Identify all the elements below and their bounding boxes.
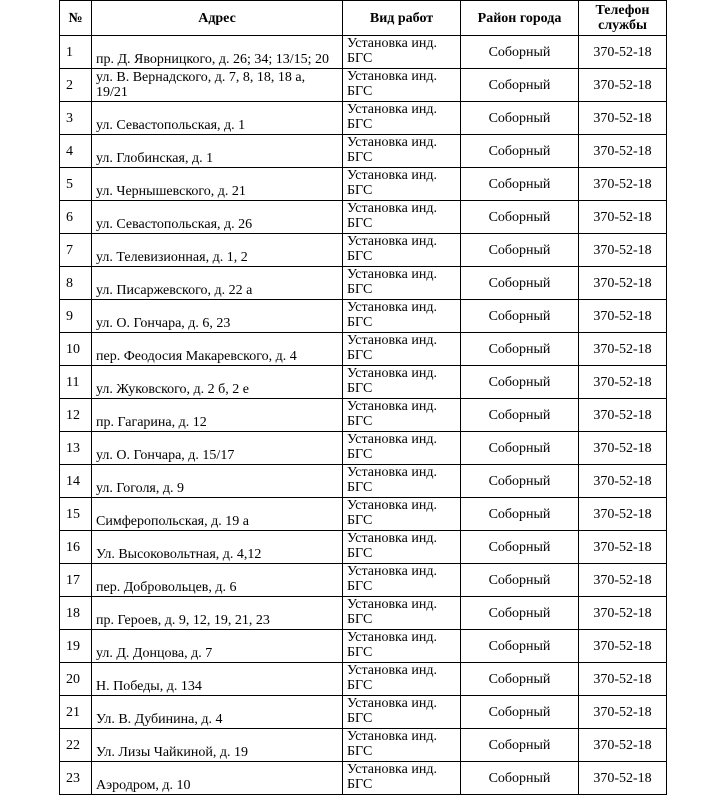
address-cell: пер. Феодосия Макаревского, д. 4 xyxy=(92,333,343,366)
row-number-cell: 8 xyxy=(60,267,92,300)
district-cell: Соборный xyxy=(461,300,579,333)
address-cell: Ул. В. Дубинина, д. 4 xyxy=(92,696,343,729)
district-cell: Соборный xyxy=(461,168,579,201)
work-type-cell: Установка инд. БГС xyxy=(343,729,461,762)
row-number-cell: 17 xyxy=(60,564,92,597)
work-type-cell: Установка инд. БГС xyxy=(343,432,461,465)
phone-cell: 370-52-18 xyxy=(579,729,667,762)
table-row xyxy=(60,366,667,399)
table-header xyxy=(60,1,667,36)
row-number-cell: 10 xyxy=(60,333,92,366)
table-row xyxy=(60,762,667,795)
work-type-cell: Установка инд. БГС xyxy=(343,597,461,630)
phone-cell: 370-52-18 xyxy=(579,168,667,201)
address-cell: ул. О. Гончара, д. 15/17 xyxy=(92,432,343,465)
work-type-cell: Установка инд. БГС xyxy=(343,300,461,333)
address-cell: ул. Глобинская, д. 1 xyxy=(92,135,343,168)
address-cell: Аэродром, д. 10 xyxy=(92,762,343,795)
row-number-cell: 16 xyxy=(60,531,92,564)
address-cell: ул. В. Вернадского, д. 7, 8, 18, 18 а, 19/21 xyxy=(92,69,343,102)
table-row xyxy=(60,168,667,201)
address-cell: ул. Жуковского, д. 2 б, 2 е xyxy=(92,366,343,399)
table-row xyxy=(60,564,667,597)
header-num: № xyxy=(60,1,92,36)
phone-cell: 370-52-18 xyxy=(579,234,667,267)
phone-cell: 370-52-18 xyxy=(579,564,667,597)
phone-cell: 370-52-18 xyxy=(579,630,667,663)
phone-cell: 370-52-18 xyxy=(579,498,667,531)
table-row xyxy=(60,69,667,102)
district-cell: Соборный xyxy=(461,366,579,399)
table-row xyxy=(60,663,667,696)
work-type-cell: Установка инд. БГС xyxy=(343,36,461,69)
work-type-cell: Установка инд. БГС xyxy=(343,168,461,201)
work-type-cell: Установка инд. БГС xyxy=(343,498,461,531)
header-district: Район города xyxy=(461,1,579,36)
row-number-cell: 23 xyxy=(60,762,92,795)
header-phone: Телефон службы xyxy=(579,1,667,36)
address-cell: ул. Писаржевского, д. 22 а xyxy=(92,267,343,300)
phone-cell: 370-52-18 xyxy=(579,399,667,432)
table-row xyxy=(60,300,667,333)
district-cell: Соборный xyxy=(461,564,579,597)
row-number-cell: 2 xyxy=(60,69,92,102)
district-cell: Соборный xyxy=(461,432,579,465)
table-body xyxy=(60,36,667,795)
row-number-cell: 19 xyxy=(60,630,92,663)
district-cell: Соборный xyxy=(461,36,579,69)
row-number-cell: 15 xyxy=(60,498,92,531)
address-cell: ул. Гоголя, д. 9 xyxy=(92,465,343,498)
row-number-cell: 1 xyxy=(60,36,92,69)
work-type-cell: Установка инд. БГС xyxy=(343,663,461,696)
district-cell: Соборный xyxy=(461,201,579,234)
phone-cell: 370-52-18 xyxy=(579,102,667,135)
work-type-cell: Установка инд. БГС xyxy=(343,465,461,498)
phone-cell: 370-52-18 xyxy=(579,366,667,399)
row-number-cell: 4 xyxy=(60,135,92,168)
table-row xyxy=(60,531,667,564)
table-row xyxy=(60,729,667,762)
table-row xyxy=(60,465,667,498)
address-cell: пер. Добровольцев, д. 6 xyxy=(92,564,343,597)
table-row xyxy=(60,432,667,465)
address-cell: Симферопольская, д. 19 а xyxy=(92,498,343,531)
phone-cell: 370-52-18 xyxy=(579,762,667,795)
district-cell: Соборный xyxy=(461,69,579,102)
district-cell: Соборный xyxy=(461,399,579,432)
table-row xyxy=(60,333,667,366)
row-number-cell: 5 xyxy=(60,168,92,201)
phone-cell: 370-52-18 xyxy=(579,201,667,234)
row-number-cell: 14 xyxy=(60,465,92,498)
table-row xyxy=(60,36,667,69)
table-row xyxy=(60,630,667,663)
work-type-cell: Установка инд. БГС xyxy=(343,366,461,399)
district-cell: Соборный xyxy=(461,234,579,267)
phone-cell: 370-52-18 xyxy=(579,663,667,696)
phone-cell: 370-52-18 xyxy=(579,432,667,465)
phone-cell: 370-52-18 xyxy=(579,696,667,729)
header-work-type: Вид работ xyxy=(343,1,461,36)
work-type-cell: Установка инд. БГС xyxy=(343,135,461,168)
phone-cell: 370-52-18 xyxy=(579,36,667,69)
work-type-cell: Установка инд. БГС xyxy=(343,102,461,135)
row-number-cell: 20 xyxy=(60,663,92,696)
phone-cell: 370-52-18 xyxy=(579,267,667,300)
address-cell: пр. Гагарина, д. 12 xyxy=(92,399,343,432)
row-number-cell: 21 xyxy=(60,696,92,729)
work-type-cell: Установка инд. БГС xyxy=(343,696,461,729)
work-type-cell: Установка инд. БГС xyxy=(343,201,461,234)
table-row xyxy=(60,234,667,267)
phone-cell: 370-52-18 xyxy=(579,69,667,102)
work-type-cell: Установка инд. БГС xyxy=(343,630,461,663)
row-number-cell: 9 xyxy=(60,300,92,333)
row-number-cell: 6 xyxy=(60,201,92,234)
address-cell: Ул. Высоковольтная, д. 4,12 xyxy=(92,531,343,564)
district-cell: Соборный xyxy=(461,696,579,729)
row-number-cell: 7 xyxy=(60,234,92,267)
work-type-cell: Установка инд. БГС xyxy=(343,333,461,366)
district-cell: Соборный xyxy=(461,333,579,366)
work-type-cell: Установка инд. БГС xyxy=(343,762,461,795)
row-number-cell: 11 xyxy=(60,366,92,399)
row-number-cell: 3 xyxy=(60,102,92,135)
row-number-cell: 18 xyxy=(60,597,92,630)
table-row xyxy=(60,135,667,168)
work-type-cell: Установка инд. БГС xyxy=(343,267,461,300)
work-type-cell: Установка инд. БГС xyxy=(343,69,461,102)
address-cell: пр. Героев, д. 9, 12, 19, 21, 23 xyxy=(92,597,343,630)
address-cell: ул. Севастопольская, д. 1 xyxy=(92,102,343,135)
table-row xyxy=(60,399,667,432)
address-cell: Н. Победы, д. 134 xyxy=(92,663,343,696)
work-type-cell: Установка инд. БГС xyxy=(343,531,461,564)
district-cell: Соборный xyxy=(461,729,579,762)
work-type-cell: Установка инд. БГС xyxy=(343,399,461,432)
header-address: Адрес xyxy=(92,1,343,36)
phone-cell: 370-52-18 xyxy=(579,531,667,564)
table-row xyxy=(60,498,667,531)
work-type-cell: Установка инд. БГС xyxy=(343,234,461,267)
district-cell: Соборный xyxy=(461,465,579,498)
table-row xyxy=(60,102,667,135)
district-cell: Соборный xyxy=(461,135,579,168)
address-cell: ул. Севастопольская, д. 26 xyxy=(92,201,343,234)
table-row xyxy=(60,696,667,729)
district-cell: Соборный xyxy=(461,267,579,300)
district-cell: Соборный xyxy=(461,531,579,564)
address-cell: Ул. Лизы Чайкиной, д. 19 xyxy=(92,729,343,762)
address-cell: ул. Д. Донцова, д. 7 xyxy=(92,630,343,663)
district-cell: Соборный xyxy=(461,597,579,630)
row-number-cell: 22 xyxy=(60,729,92,762)
district-cell: Соборный xyxy=(461,663,579,696)
table-row xyxy=(60,201,667,234)
phone-cell: 370-52-18 xyxy=(579,465,667,498)
phone-cell: 370-52-18 xyxy=(579,333,667,366)
district-cell: Соборный xyxy=(461,102,579,135)
address-cell: пр. Д. Яворницкого, д. 26; 34; 13/15; 20 xyxy=(92,36,343,69)
phone-cell: 370-52-18 xyxy=(579,300,667,333)
table-row xyxy=(60,597,667,630)
table-row xyxy=(60,267,667,300)
address-cell: ул. О. Гончара, д. 6, 23 xyxy=(92,300,343,333)
document-sheet xyxy=(59,0,667,795)
works-table xyxy=(59,0,667,795)
address-cell: ул. Чернышевского, д. 21 xyxy=(92,168,343,201)
address-cell: ул. Телевизионная, д. 1, 2 xyxy=(92,234,343,267)
phone-cell: 370-52-18 xyxy=(579,597,667,630)
district-cell: Соборный xyxy=(461,762,579,795)
row-number-cell: 12 xyxy=(60,399,92,432)
district-cell: Соборный xyxy=(461,498,579,531)
district-cell: Соборный xyxy=(461,630,579,663)
row-number-cell: 13 xyxy=(60,432,92,465)
work-type-cell: Установка инд. БГС xyxy=(343,564,461,597)
phone-cell: 370-52-18 xyxy=(579,135,667,168)
